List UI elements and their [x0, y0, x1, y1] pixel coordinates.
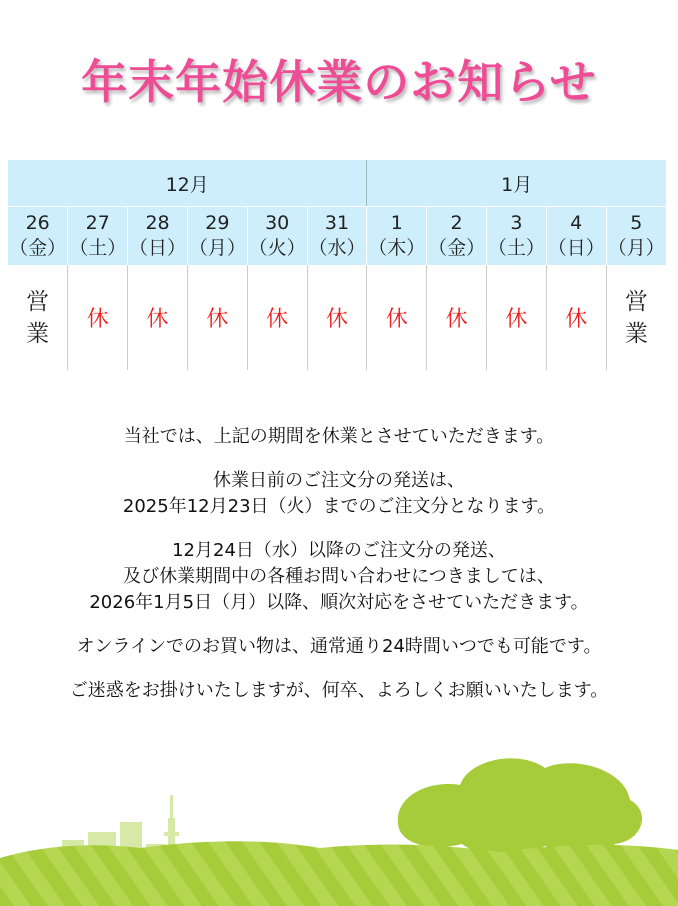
date-cell: 29 （月） [187, 207, 247, 266]
status-closed-cell: 休 [307, 265, 367, 370]
date-cell: 28 （日） [128, 207, 188, 266]
notice-paragraph: 休業日前のご注文分の発送は、 2025年12月23日（火）までのご注文分となります。 [122, 470, 556, 517]
date-cell: 4 （日） [546, 207, 606, 266]
notice-paragraph: ご迷惑をお掛けいたしますが、何卒、よろしくお願いいたします。 [69, 680, 609, 701]
status-closed-cell: 休 [546, 265, 606, 370]
status-closed-cell: 休 [487, 265, 547, 370]
date-cell: 1 （木） [367, 207, 427, 266]
holiday-calendar [8, 160, 666, 370]
month-december: 12月 [8, 160, 367, 207]
date-cell: 3 （土） [487, 207, 547, 266]
page-title: 年末年始休業のお知らせ [81, 55, 597, 109]
date-cell: 27 （土） [68, 207, 128, 266]
status-closed-cell: 休 [187, 265, 247, 370]
status-closed-cell: 休 [367, 265, 427, 370]
grass-ground-icon [0, 841, 678, 906]
month-january: 1月 [367, 160, 666, 207]
status-row [8, 265, 666, 370]
notice-message [0, 424, 678, 722]
status-closed-cell: 休 [427, 265, 487, 370]
date-cell: 30 （火） [247, 207, 307, 266]
notice-paragraph: 12月24日（水）以降のご注文分の発送、 及び休業期間中の各種お問い合わせにつきましては、 2026年1月5日（月）以降、順次対応をさせていただきます。 [89, 540, 589, 613]
date-cell: 2 （金） [427, 207, 487, 266]
date-row [8, 207, 666, 266]
status-closed-cell: 休 [68, 265, 128, 370]
month-row [8, 160, 666, 207]
status-open-cell: 営 業 [8, 265, 68, 370]
date-cell: 5 （月） [606, 207, 666, 266]
notice-paragraph: オンラインでのお買い物は、通常通り24時間いつでも可能です。 [76, 636, 602, 657]
date-cell: 31 （水） [307, 207, 367, 266]
status-closed-cell: 休 [247, 265, 307, 370]
date-cell: 26 （金） [8, 207, 68, 266]
status-closed-cell: 休 [128, 265, 188, 370]
notice-paragraph: 当社では、上記の期間を休業とさせていただきます。 [123, 426, 555, 447]
landscape-illustration [0, 740, 678, 906]
status-open-cell: 営 業 [624, 288, 648, 347]
